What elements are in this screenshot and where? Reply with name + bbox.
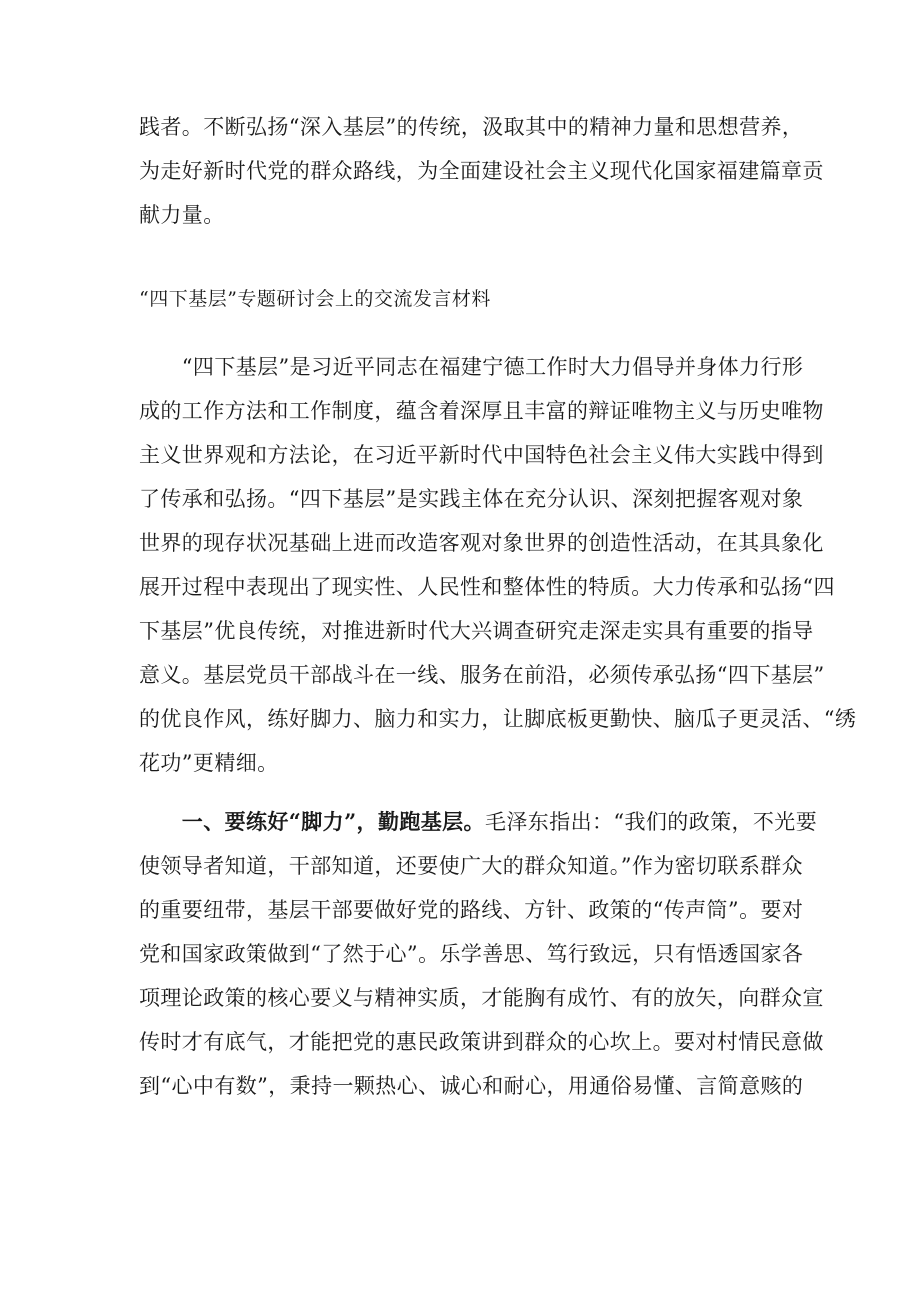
section-heading: “四下基层”专题研讨会上的交流发言材料 xyxy=(139,288,491,310)
text-line: 项理论政策的核心要义与精神实质，才能胸有成竹、有的放矢，向群众宣 xyxy=(139,986,824,1010)
text-run: 毛泽东指出：“我们的政策，不光要 xyxy=(484,810,818,834)
body-paragraph-2 xyxy=(139,800,824,1108)
text-line: 主义世界观和方法论，在习近平新时代中国特色社会主义伟大实践中得到 xyxy=(139,443,824,467)
section-lead-heading: 一、要练好“脚力”，勤跑基层。 xyxy=(139,809,485,834)
text-line: 意义。基层党员干部战斗在一线、服务在前沿，必须传承弘扬“四下基层” xyxy=(139,663,825,687)
text-line: 了传承和弘扬。“四下基层”是实践主体在充分认识、深刻把握客观对象 xyxy=(139,487,804,511)
text-line: “四下基层”是习近平同志在福建宁德工作时大力倡导并身体力行形 xyxy=(139,355,804,379)
text-line: 世界的现存状况基础上进而改造客观对象世界的创造性活动，在其具象化 xyxy=(139,531,824,555)
text-line: 花功”更精细。 xyxy=(139,751,279,775)
text-line: 成的工作方法和工作制度，蕴含着深厚且丰富的辩证唯物主义与历史唯物 xyxy=(139,399,824,423)
text-line: 展开过程中表现出了现实性、人民性和整体性的特质。大力传承和弘扬“四 xyxy=(139,575,835,599)
body-paragraph-1 xyxy=(139,345,857,785)
intro-paragraph xyxy=(139,105,824,237)
text-line: 践者。不断弘扬“深入基层”的传统，汲取其中的精神力量和思想营养， xyxy=(139,115,804,139)
text-line-first xyxy=(139,800,818,844)
text-line: 到“心中有数”，秉持一颗热心、诚心和耐心，用通俗易懂、言简意赅的 xyxy=(139,1074,804,1098)
text-line: 的重要纽带，基层干部要做好党的路线、方针、政策的“传声筒”。要对 xyxy=(139,898,804,922)
text-line: 的优良作风，练好脚力、脑力和实力，让脚底板更勤快、脑瓜子更灵活、“绣 xyxy=(139,707,857,731)
text-line: 下基层”优良传统，对推进新时代大兴调查研究走深走实具有重要的指导 xyxy=(139,619,814,643)
text-line: 献力量。 xyxy=(139,203,225,227)
text-line: 党和国家政策做到“了然于心”。乐学善思、笃行致远，只有悟透国家各 xyxy=(139,942,804,966)
text-line: 传时才有底气，才能把党的惠民政策讲到群众的心坎上。要对村情民意做 xyxy=(139,1030,824,1054)
text-line: 使领导者知道，干部知道，还要使广大的群众知道。”作为密切联系群众 xyxy=(139,854,804,878)
text-line: 为走好新时代党的群众路线，为全面建设社会主义现代化国家福建篇章贡 xyxy=(139,159,824,183)
